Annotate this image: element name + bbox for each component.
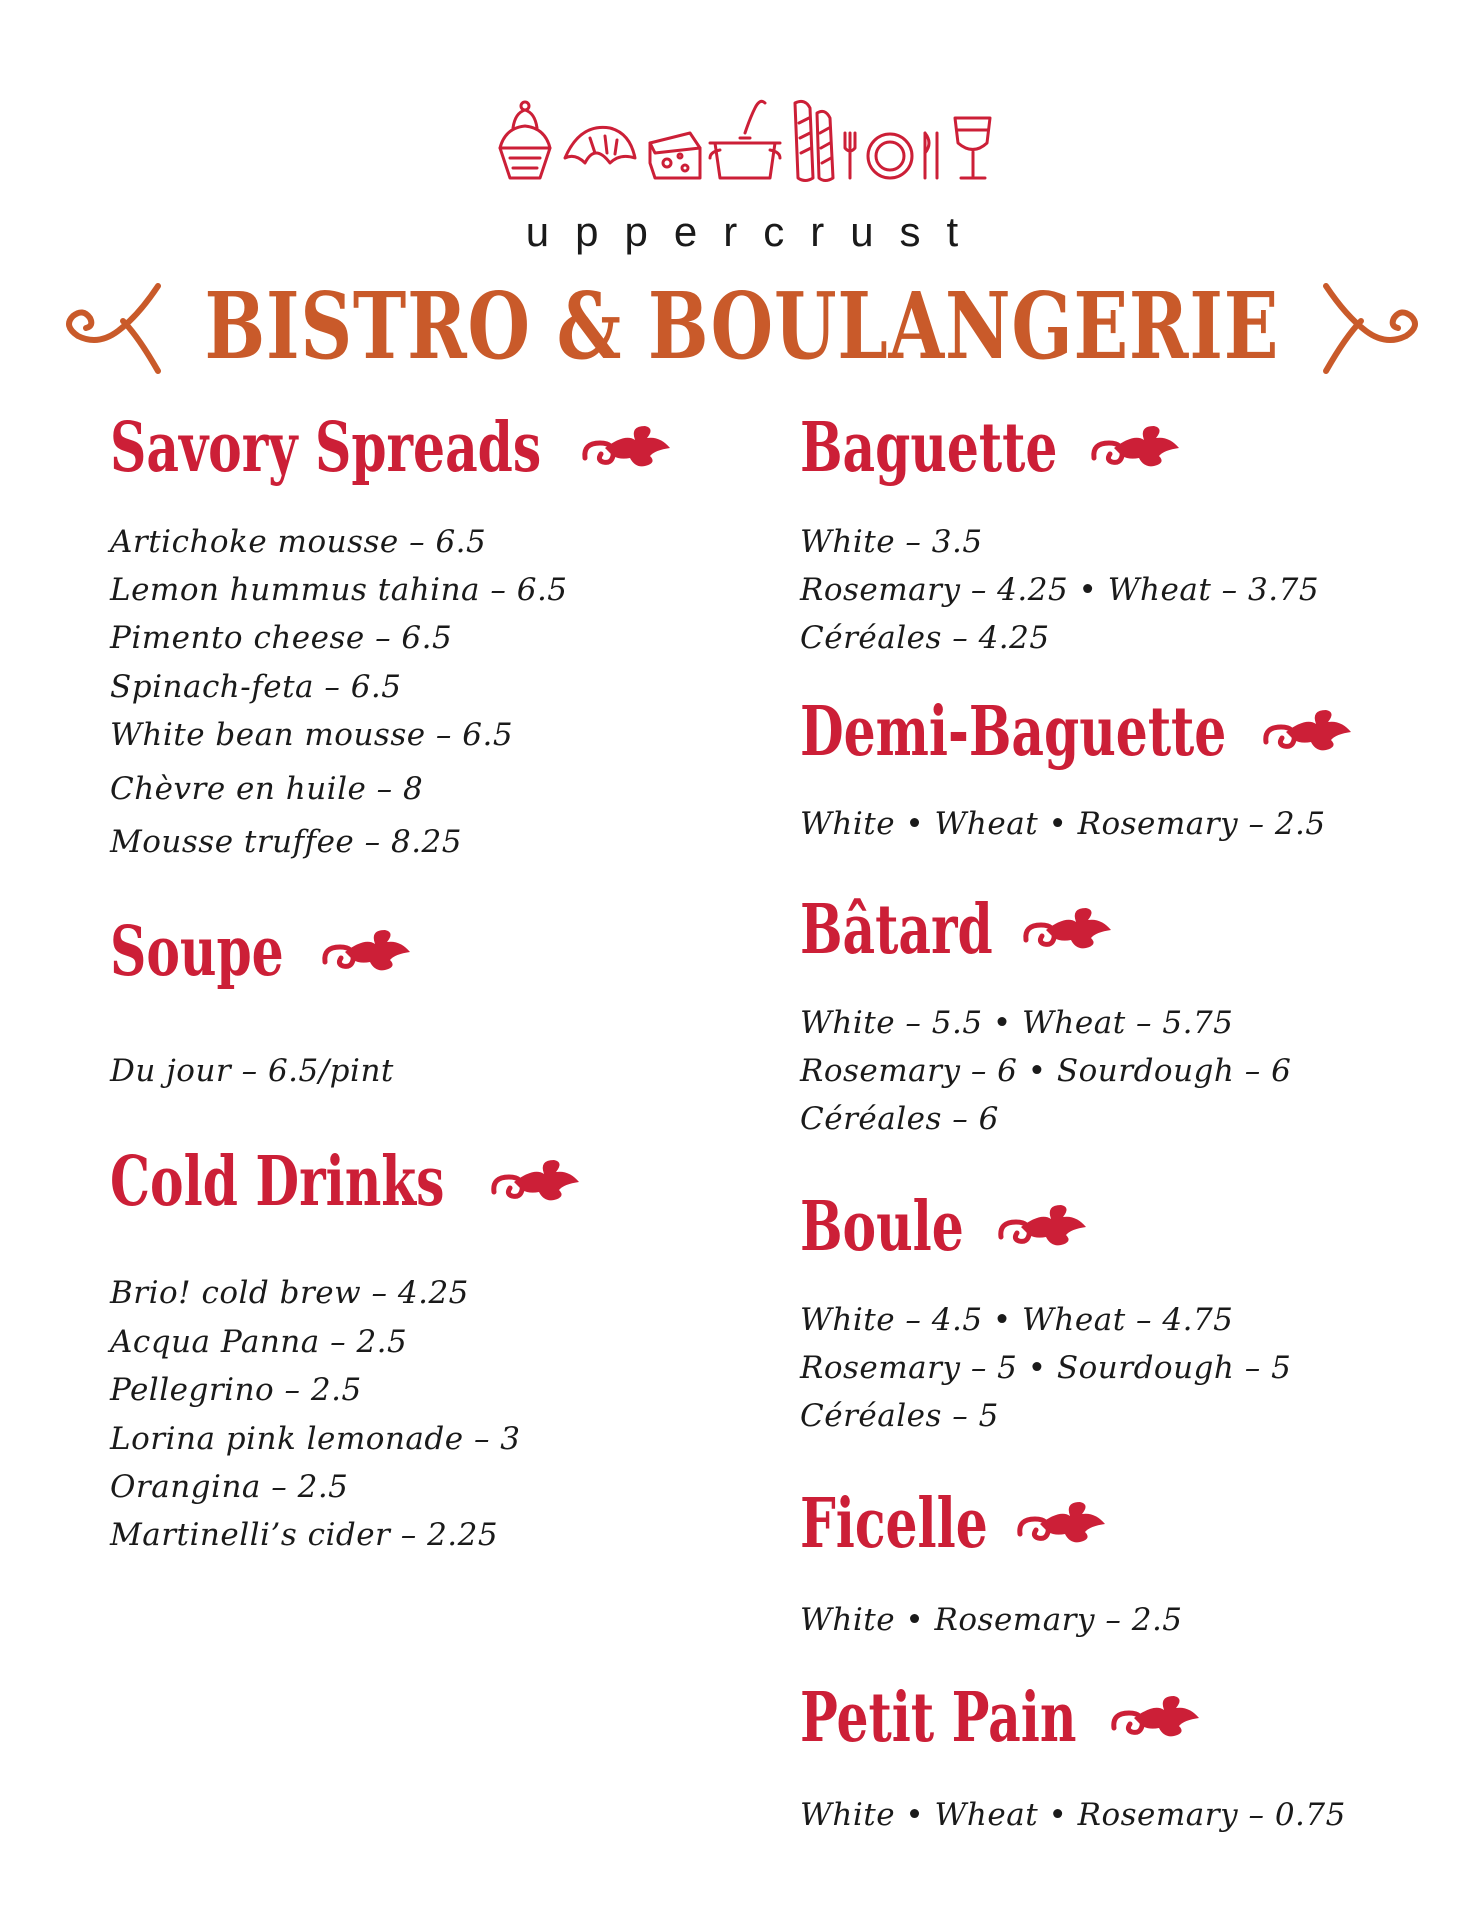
list-item: Spinach-feta – 6.5 <box>110 669 402 705</box>
pot-icon <box>710 101 780 178</box>
section-ficelle <box>800 1484 1110 1564</box>
section-baguette <box>800 408 1184 488</box>
list-item: White – 5.5 • Wheat – 5.75 <box>800 1005 1234 1041</box>
section-heading: Cold Drinks <box>110 1142 445 1222</box>
section-heading: Boule <box>800 1187 964 1267</box>
list-item: White • Wheat • Rosemary – 0.75 <box>800 1797 1346 1833</box>
brand-title: BISTRO & BOULANGERIE <box>204 272 1280 380</box>
place-setting-icon <box>845 133 937 178</box>
list-item: Mousse truffee – 8.25 <box>110 824 462 860</box>
list-item: Artichoke mousse – 6.5 <box>110 524 487 560</box>
list-item: Rosemary – 6 • Sourdough – 6 <box>800 1053 1292 1089</box>
section-heading: Ficelle <box>800 1484 988 1564</box>
list-item: Chèvre en huile – 8 <box>110 771 424 807</box>
ornament-icon <box>575 418 675 478</box>
list-item: Céréales – 4.25 <box>800 620 1050 656</box>
brand-title-row <box>0 272 1484 392</box>
list-item: Lorina pink lemonade – 3 <box>110 1421 521 1457</box>
section-heading: Savory Spreads <box>110 408 542 488</box>
cupcake-icon <box>500 102 550 178</box>
list-item: Céréales – 5 <box>800 1398 999 1434</box>
list-item: White bean mousse – 6.5 <box>110 717 514 753</box>
section-heading: Bâtard <box>800 890 993 970</box>
section-soupe <box>110 912 415 992</box>
section-heading: Petit Pain <box>800 1678 1077 1758</box>
list-item: White – 3.5 <box>800 524 983 560</box>
section-cold-drinks <box>110 1142 584 1222</box>
list-item: Lemon hummus tahina – 6.5 <box>110 572 568 608</box>
list-item: Pimento cheese – 6.5 <box>110 620 453 656</box>
brand-subtitle: uppercrust <box>525 208 985 255</box>
croissant-icon <box>565 127 635 163</box>
section-heading: Baguette <box>800 408 1058 488</box>
ornament-icon <box>1256 702 1356 762</box>
list-item: White – 4.5 • Wheat – 4.75 <box>800 1302 1234 1338</box>
section-boule <box>800 1187 1091 1267</box>
left-flourish-icon <box>58 276 168 376</box>
section-savory-spreads <box>110 408 675 488</box>
ornament-icon <box>1016 900 1116 960</box>
list-item: Brio! cold brew – 4.25 <box>110 1275 469 1311</box>
ornament-icon <box>1104 1688 1204 1748</box>
ornament-icon <box>484 1152 584 1212</box>
ornament-icon <box>1010 1494 1110 1554</box>
baguette-icon <box>795 101 833 180</box>
list-item: Rosemary – 5 • Sourdough – 5 <box>800 1350 1292 1386</box>
list-item: Orangina – 2.5 <box>110 1469 349 1505</box>
cheese-icon <box>650 133 700 178</box>
list-item: Céréales – 6 <box>800 1101 999 1137</box>
section-batard <box>800 890 1116 970</box>
list-item: White • Rosemary – 2.5 <box>800 1602 1183 1638</box>
right-flourish-icon <box>1316 276 1426 376</box>
section-heading: Soupe <box>110 912 284 992</box>
section-demi-baguette <box>800 692 1356 772</box>
list-item: White • Wheat • Rosemary – 2.5 <box>800 806 1326 842</box>
wine-glass-icon <box>955 118 990 178</box>
list-item: Acqua Panna – 2.5 <box>110 1324 408 1360</box>
list-item: Martinelli’s cider – 2.25 <box>110 1517 499 1553</box>
list-item: Du jour – 6.5/pint <box>110 1053 394 1089</box>
section-heading: Demi-Baguette <box>800 692 1227 772</box>
ornament-icon <box>315 922 415 982</box>
ornament-icon <box>1084 418 1184 478</box>
list-item: Rosemary – 4.25 • Wheat – 3.75 <box>800 572 1320 608</box>
section-petit-pain <box>800 1678 1204 1758</box>
list-item: Pellegrino – 2.5 <box>110 1372 362 1408</box>
header-icons <box>495 88 995 188</box>
ornament-icon <box>991 1197 1091 1257</box>
